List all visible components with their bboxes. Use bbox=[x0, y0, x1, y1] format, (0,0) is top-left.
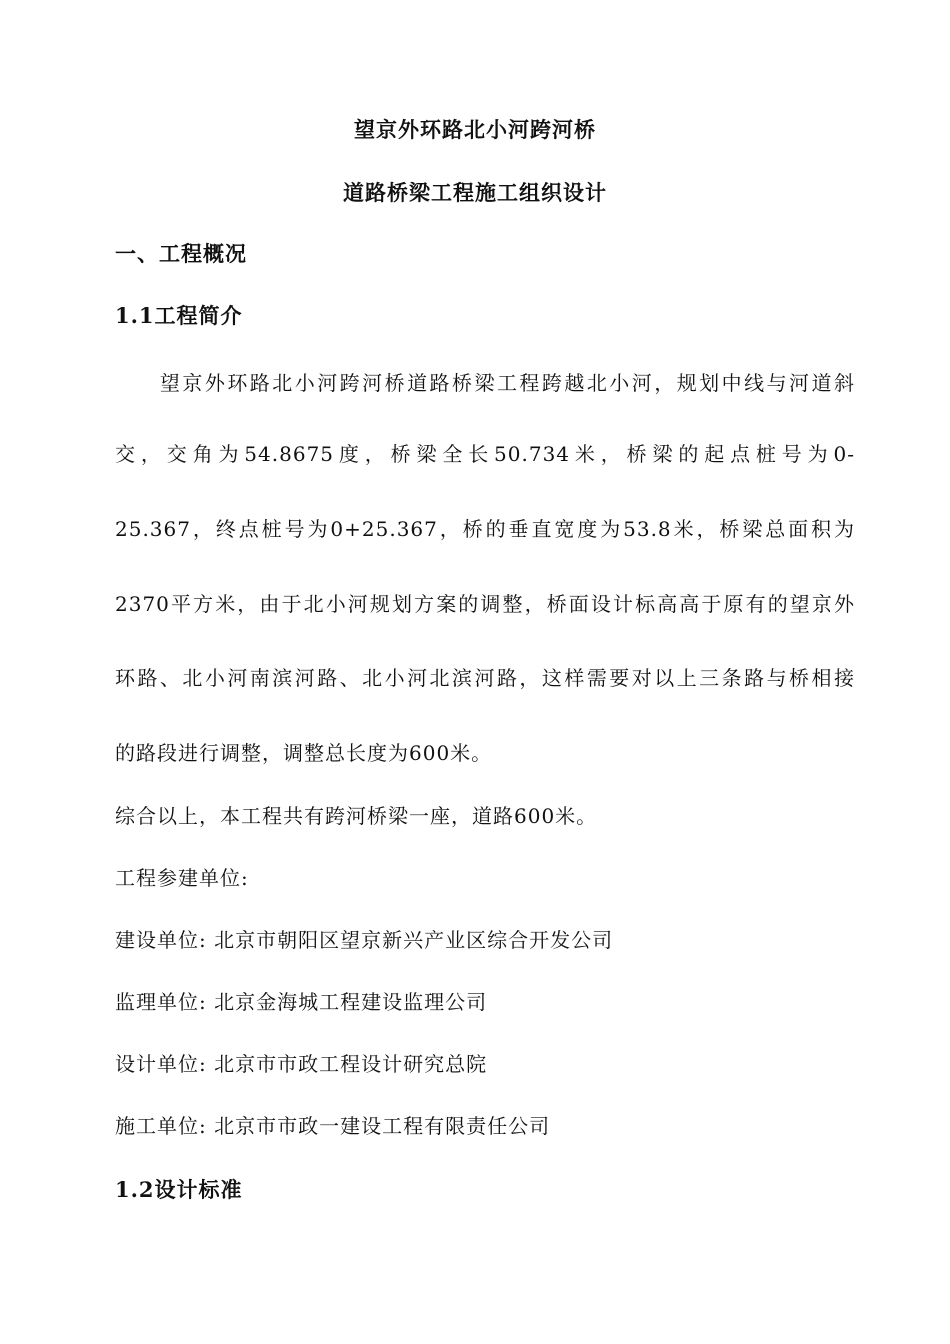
participant-supervision-unit: 监理单位: 北京金海城工程建设监理公司 bbox=[115, 990, 488, 1014]
document-title-line1: 望京外环路北小河跨河桥 bbox=[354, 117, 596, 142]
paragraph-line: 2370平方米，由于北小河规划方案的调整，桥面设计标高高于原有的望京外 bbox=[115, 592, 855, 616]
participants-label: 工程参建单位: bbox=[115, 866, 249, 890]
paragraph-line: 望京外环路北小河跨河桥道路桥梁工程跨越北小河，规划中线与河道斜 bbox=[115, 371, 855, 395]
paragraph-line: 25.367，终点桩号为0+25.367，桥的垂直宽度为53.8米，桥梁总面积为 bbox=[115, 517, 855, 541]
participant-contractor-unit: 施工单位: 北京市市政一建设工程有限责任公司 bbox=[115, 1114, 551, 1138]
participant-construction-unit: 建设单位: 北京市朝阳区望京新兴产业区综合开发公司 bbox=[115, 928, 614, 952]
summary-text: 综合以上，本工程共有跨河桥梁一座，道路600米。 bbox=[115, 804, 598, 828]
paragraph-line: 的路段进行调整，调整总长度为600米。 bbox=[115, 741, 493, 765]
document-title-line2: 道路桥梁工程施工组织设计 bbox=[343, 180, 607, 205]
participant-design-unit: 设计单位: 北京市市政工程设计研究总院 bbox=[115, 1052, 488, 1076]
subsection-heading-design-standards: 1.2设计标准 bbox=[115, 1177, 243, 1202]
paragraph-line: 交，交角为54.8675度，桥梁全长50.734米，桥梁的起点桩号为0- bbox=[115, 442, 855, 466]
section-heading-overview: 一、工程概况 bbox=[115, 241, 247, 266]
paragraph-line: 环路、北小河南滨河路、北小河北滨河路，这样需要对以上三条路与桥相接 bbox=[115, 666, 855, 690]
subsection-heading-introduction: 1.1工程简介 bbox=[115, 303, 243, 328]
